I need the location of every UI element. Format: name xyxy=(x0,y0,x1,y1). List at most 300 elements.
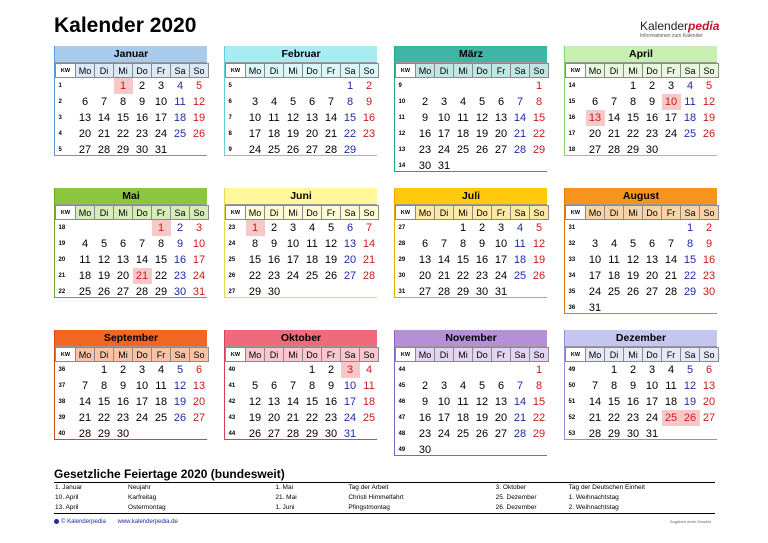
day-cell[interactable]: 21 xyxy=(362,253,376,266)
day-cell[interactable]: 24 xyxy=(437,143,451,156)
day-cell[interactable]: 2 xyxy=(478,221,486,234)
day-cell[interactable]: 14 xyxy=(78,395,92,408)
day-cell[interactable]: 1 xyxy=(686,221,694,234)
day-cell[interactable]: 21 xyxy=(588,411,602,424)
day-cell[interactable]: 10 xyxy=(248,111,262,124)
day-cell[interactable]: 31 xyxy=(154,143,168,156)
day-cell[interactable]: 12 xyxy=(192,95,206,108)
day-cell[interactable]: 9 xyxy=(478,237,486,250)
day-cell[interactable]: 21 xyxy=(286,411,300,424)
day-cell[interactable]: 10 xyxy=(286,237,300,250)
day-cell[interactable]: 15 xyxy=(626,111,640,124)
holiday-day-cell[interactable]: 1 xyxy=(114,78,133,94)
day-cell[interactable]: 26 xyxy=(286,143,300,156)
day-cell[interactable]: 8 xyxy=(157,237,165,250)
day-cell[interactable]: 7 xyxy=(289,379,297,392)
day-cell[interactable]: 25 xyxy=(683,127,697,140)
day-cell[interactable]: 25 xyxy=(173,127,187,140)
day-cell[interactable]: 5 xyxy=(289,95,297,108)
day-cell[interactable]: 16 xyxy=(173,253,187,266)
day-cell[interactable]: 6 xyxy=(195,363,203,376)
day-cell[interactable]: 15 xyxy=(248,253,262,266)
day-cell[interactable]: 21 xyxy=(324,127,338,140)
day-cell[interactable]: 19 xyxy=(532,253,546,266)
day-cell[interactable]: 7 xyxy=(138,237,146,250)
day-cell[interactable]: 29 xyxy=(116,143,130,156)
day-cell[interactable]: 10 xyxy=(343,379,357,392)
day-cell[interactable]: 14 xyxy=(607,111,621,124)
day-cell[interactable]: 8 xyxy=(535,95,543,108)
day-cell[interactable]: 21 xyxy=(97,127,111,140)
day-cell[interactable]: 19 xyxy=(248,411,262,424)
day-cell[interactable]: 28 xyxy=(324,143,338,156)
day-cell[interactable]: 14 xyxy=(135,253,149,266)
day-cell[interactable]: 7 xyxy=(440,237,448,250)
day-cell[interactable]: 17 xyxy=(343,395,357,408)
day-cell[interactable]: 29 xyxy=(532,143,546,156)
day-cell[interactable]: 26 xyxy=(532,269,546,282)
day-cell[interactable]: 16 xyxy=(116,395,130,408)
day-cell[interactable]: 17 xyxy=(645,395,659,408)
day-cell[interactable]: 3 xyxy=(497,221,505,234)
day-cell[interactable]: 27 xyxy=(588,143,602,156)
day-cell[interactable]: 9 xyxy=(421,395,429,408)
day-cell[interactable]: 4 xyxy=(667,363,675,376)
day-cell[interactable]: 16 xyxy=(626,395,640,408)
day-cell[interactable]: 3 xyxy=(195,221,203,234)
day-cell[interactable]: 18 xyxy=(267,127,281,140)
day-cell[interactable]: 24 xyxy=(286,269,300,282)
day-cell[interactable]: 13 xyxy=(78,111,92,124)
day-cell[interactable]: 12 xyxy=(475,395,489,408)
day-cell[interactable]: 20 xyxy=(343,253,357,266)
day-cell[interactable]: 17 xyxy=(664,111,678,124)
day-cell[interactable]: 27 xyxy=(78,143,92,156)
day-cell[interactable]: 30 xyxy=(116,427,130,440)
day-cell[interactable]: 12 xyxy=(248,395,262,408)
day-cell[interactable]: 17 xyxy=(437,411,451,424)
day-cell[interactable]: 24 xyxy=(135,411,149,424)
day-cell[interactable]: 28 xyxy=(135,285,149,298)
day-cell[interactable]: 1 xyxy=(308,363,316,376)
day-cell[interactable]: 5 xyxy=(629,237,637,250)
day-cell[interactable]: 12 xyxy=(286,111,300,124)
day-cell[interactable]: 19 xyxy=(173,395,187,408)
day-cell[interactable]: 26 xyxy=(248,427,262,440)
day-cell[interactable]: 21 xyxy=(513,411,527,424)
day-cell[interactable]: 13 xyxy=(702,379,716,392)
day-cell[interactable]: 16 xyxy=(418,127,432,140)
day-cell[interactable]: 29 xyxy=(532,427,546,440)
day-cell[interactable]: 20 xyxy=(494,127,508,140)
day-cell[interactable]: 22 xyxy=(532,411,546,424)
day-cell[interactable]: 31 xyxy=(343,427,357,440)
day-cell[interactable]: 30 xyxy=(324,427,338,440)
day-cell[interactable]: 27 xyxy=(702,411,716,424)
day-cell[interactable]: 22 xyxy=(97,411,111,424)
day-cell[interactable]: 14 xyxy=(588,395,602,408)
day-cell[interactable]: 8 xyxy=(100,379,108,392)
day-cell[interactable]: 4 xyxy=(157,363,165,376)
day-cell[interactable]: 3 xyxy=(648,363,656,376)
day-cell[interactable]: 12 xyxy=(532,237,546,250)
holiday-day-cell[interactable]: 26 xyxy=(681,410,700,426)
day-cell[interactable]: 24 xyxy=(494,269,508,282)
day-cell[interactable]: 29 xyxy=(683,285,697,298)
day-cell[interactable]: 23 xyxy=(702,269,716,282)
day-cell[interactable]: 29 xyxy=(154,285,168,298)
day-cell[interactable]: 3 xyxy=(138,363,146,376)
day-cell[interactable]: 28 xyxy=(286,427,300,440)
day-cell[interactable]: 5 xyxy=(478,95,486,108)
day-cell[interactable]: 6 xyxy=(648,237,656,250)
day-cell[interactable]: 30 xyxy=(702,285,716,298)
day-cell[interactable]: 20 xyxy=(116,269,130,282)
day-cell[interactable]: 3 xyxy=(667,79,675,92)
day-cell[interactable]: 9 xyxy=(270,237,278,250)
day-cell[interactable]: 18 xyxy=(78,269,92,282)
day-cell[interactable]: 27 xyxy=(267,427,281,440)
day-cell[interactable]: 7 xyxy=(100,95,108,108)
day-cell[interactable]: 17 xyxy=(248,127,262,140)
day-cell[interactable]: 10 xyxy=(437,111,451,124)
day-cell[interactable]: 30 xyxy=(135,143,149,156)
day-cell[interactable]: 11 xyxy=(684,95,696,108)
day-cell[interactable]: 26 xyxy=(626,285,640,298)
day-cell[interactable]: 12 xyxy=(626,253,640,266)
day-cell[interactable]: 28 xyxy=(664,285,678,298)
day-cell[interactable]: 4 xyxy=(365,363,373,376)
day-cell[interactable]: 27 xyxy=(418,285,432,298)
day-cell[interactable]: 11 xyxy=(457,111,469,124)
day-cell[interactable]: 19 xyxy=(97,269,111,282)
day-cell[interactable]: 29 xyxy=(305,427,319,440)
day-cell[interactable]: 12 xyxy=(475,111,489,124)
day-cell[interactable]: 22 xyxy=(116,127,130,140)
day-cell[interactable]: 5 xyxy=(327,221,335,234)
day-cell[interactable]: 13 xyxy=(192,379,206,392)
day-cell[interactable]: 21 xyxy=(437,269,451,282)
day-cell[interactable]: 14 xyxy=(513,395,527,408)
day-cell[interactable]: 19 xyxy=(683,395,697,408)
day-cell[interactable]: 16 xyxy=(324,395,338,408)
day-cell[interactable]: 31 xyxy=(192,285,206,298)
day-cell[interactable]: 25 xyxy=(154,411,168,424)
day-cell[interactable]: 18 xyxy=(305,253,319,266)
day-cell[interactable]: 15 xyxy=(607,395,621,408)
day-cell[interactable]: 24 xyxy=(588,285,602,298)
day-cell[interactable]: 23 xyxy=(645,127,659,140)
day-cell[interactable]: 17 xyxy=(192,253,206,266)
day-cell[interactable]: 23 xyxy=(116,411,130,424)
day-cell[interactable]: 12 xyxy=(173,379,187,392)
day-cell[interactable]: 27 xyxy=(645,285,659,298)
day-cell[interactable]: 6 xyxy=(421,237,429,250)
day-cell[interactable]: 6 xyxy=(591,95,599,108)
day-cell[interactable]: 11 xyxy=(268,111,280,124)
day-cell[interactable]: 15 xyxy=(532,395,546,408)
day-cell[interactable]: 14 xyxy=(97,111,111,124)
day-cell[interactable]: 9 xyxy=(365,95,373,108)
day-cell[interactable]: 26 xyxy=(192,127,206,140)
day-cell[interactable]: 30 xyxy=(418,443,432,456)
day-cell[interactable]: 14 xyxy=(324,111,338,124)
day-cell[interactable]: 9 xyxy=(176,237,184,250)
day-cell[interactable]: 15 xyxy=(683,253,697,266)
day-cell[interactable]: 22 xyxy=(305,411,319,424)
day-cell[interactable]: 2 xyxy=(629,363,637,376)
day-cell[interactable]: 23 xyxy=(626,411,640,424)
day-cell[interactable]: 29 xyxy=(607,427,621,440)
day-cell[interactable]: 21 xyxy=(664,269,678,282)
day-cell[interactable]: 28 xyxy=(362,269,376,282)
day-cell[interactable]: 30 xyxy=(418,159,432,172)
day-cell[interactable]: 22 xyxy=(532,127,546,140)
day-cell[interactable]: 6 xyxy=(346,221,354,234)
day-cell[interactable]: 27 xyxy=(305,143,319,156)
day-cell[interactable]: 24 xyxy=(437,427,451,440)
day-cell[interactable]: 13 xyxy=(305,111,319,124)
day-cell[interactable]: 4 xyxy=(516,221,524,234)
day-cell[interactable]: 31 xyxy=(588,301,602,314)
day-cell[interactable]: 22 xyxy=(607,411,621,424)
day-cell[interactable]: 27 xyxy=(494,427,508,440)
day-cell[interactable]: 23 xyxy=(173,269,187,282)
day-cell[interactable]: 28 xyxy=(588,427,602,440)
day-cell[interactable]: 25 xyxy=(513,269,527,282)
day-cell[interactable]: 17 xyxy=(154,111,168,124)
day-cell[interactable]: 28 xyxy=(607,143,621,156)
day-cell[interactable]: 7 xyxy=(365,221,373,234)
day-cell[interactable]: 11 xyxy=(608,253,620,266)
day-cell[interactable]: 10 xyxy=(588,253,602,266)
day-cell[interactable]: 17 xyxy=(286,253,300,266)
day-cell[interactable]: 5 xyxy=(535,221,543,234)
day-cell[interactable]: 10 xyxy=(437,395,451,408)
day-cell[interactable]: 6 xyxy=(81,95,89,108)
day-cell[interactable]: 15 xyxy=(154,253,168,266)
day-cell[interactable]: 19 xyxy=(475,127,489,140)
day-cell[interactable]: 15 xyxy=(116,111,130,124)
day-cell[interactable]: 18 xyxy=(362,395,376,408)
day-cell[interactable]: 9 xyxy=(327,379,335,392)
day-cell[interactable]: 10 xyxy=(494,237,508,250)
day-cell[interactable]: 7 xyxy=(516,379,524,392)
day-cell[interactable]: 23 xyxy=(418,143,432,156)
day-cell[interactable]: 18 xyxy=(173,111,187,124)
holiday-day-cell[interactable]: 10 xyxy=(662,94,681,110)
day-cell[interactable]: 10 xyxy=(135,379,149,392)
day-cell[interactable]: 10 xyxy=(645,379,659,392)
day-cell[interactable]: 28 xyxy=(437,285,451,298)
day-cell[interactable]: 3 xyxy=(591,237,599,250)
day-cell[interactable]: 17 xyxy=(437,127,451,140)
day-cell[interactable]: 19 xyxy=(702,111,716,124)
day-cell[interactable]: 7 xyxy=(667,237,675,250)
day-cell[interactable]: 20 xyxy=(702,395,716,408)
day-cell[interactable]: 5 xyxy=(251,379,259,392)
holiday-day-cell[interactable]: 1 xyxy=(152,220,171,236)
day-cell[interactable]: 22 xyxy=(343,127,357,140)
day-cell[interactable]: 13 xyxy=(267,395,281,408)
footer-url[interactable]: www.kalenderpedia.de xyxy=(117,519,178,526)
day-cell[interactable]: 3 xyxy=(289,221,297,234)
day-cell[interactable]: 12 xyxy=(702,95,716,108)
day-cell[interactable]: 25 xyxy=(78,285,92,298)
day-cell[interactable]: 20 xyxy=(418,269,432,282)
day-cell[interactable]: 1 xyxy=(629,79,637,92)
day-cell[interactable]: 19 xyxy=(475,411,489,424)
day-cell[interactable]: 20 xyxy=(494,411,508,424)
day-cell[interactable]: 8 xyxy=(251,237,259,250)
day-cell[interactable]: 13 xyxy=(116,253,130,266)
day-cell[interactable]: 23 xyxy=(418,427,432,440)
day-cell[interactable]: 2 xyxy=(119,363,127,376)
day-cell[interactable]: 8 xyxy=(629,95,637,108)
day-cell[interactable]: 1 xyxy=(535,79,543,92)
day-cell[interactable]: 21 xyxy=(513,127,527,140)
holiday-day-cell[interactable]: 25 xyxy=(662,410,681,426)
day-cell[interactable]: 11 xyxy=(79,253,91,266)
day-cell[interactable]: 3 xyxy=(251,95,259,108)
day-cell[interactable]: 31 xyxy=(645,427,659,440)
day-cell[interactable]: 9 xyxy=(138,95,146,108)
day-cell[interactable]: 11 xyxy=(514,237,526,250)
day-cell[interactable]: 24 xyxy=(343,411,357,424)
day-cell[interactable]: 22 xyxy=(683,269,697,282)
day-cell[interactable]: 16 xyxy=(267,253,281,266)
day-cell[interactable]: 13 xyxy=(494,395,508,408)
day-cell[interactable]: 29 xyxy=(343,143,357,156)
day-cell[interactable]: 25 xyxy=(305,269,319,282)
day-cell[interactable]: 28 xyxy=(513,143,527,156)
day-cell[interactable]: 7 xyxy=(610,95,618,108)
day-cell[interactable]: 31 xyxy=(494,285,508,298)
day-cell[interactable]: 13 xyxy=(494,111,508,124)
day-cell[interactable]: 18 xyxy=(664,395,678,408)
day-cell[interactable]: 11 xyxy=(174,95,186,108)
day-cell[interactable]: 16 xyxy=(362,111,376,124)
day-cell[interactable]: 29 xyxy=(97,427,111,440)
day-cell[interactable]: 28 xyxy=(513,427,527,440)
day-cell[interactable]: 11 xyxy=(363,379,375,392)
day-cell[interactable]: 26 xyxy=(173,411,187,424)
day-cell[interactable]: 20 xyxy=(78,127,92,140)
day-cell[interactable]: 26 xyxy=(702,127,716,140)
day-cell[interactable]: 4 xyxy=(308,221,316,234)
day-cell[interactable]: 18 xyxy=(607,269,621,282)
day-cell[interactable]: 2 xyxy=(138,79,146,92)
day-cell[interactable]: 3 xyxy=(157,79,165,92)
day-cell[interactable]: 8 xyxy=(686,237,694,250)
day-cell[interactable]: 28 xyxy=(78,427,92,440)
day-cell[interactable]: 9 xyxy=(705,237,713,250)
day-cell[interactable]: 7 xyxy=(81,379,89,392)
day-cell[interactable]: 1 xyxy=(346,79,354,92)
day-cell[interactable]: 3 xyxy=(440,95,448,108)
day-cell[interactable]: 2 xyxy=(705,221,713,234)
day-cell[interactable]: 30 xyxy=(475,285,489,298)
day-cell[interactable]: 18 xyxy=(154,395,168,408)
day-cell[interactable]: 15 xyxy=(343,111,357,124)
day-cell[interactable]: 6 xyxy=(497,95,505,108)
day-cell[interactable]: 12 xyxy=(324,237,338,250)
day-cell[interactable]: 23 xyxy=(475,269,489,282)
holiday-day-cell[interactable]: 1 xyxy=(246,220,265,236)
day-cell[interactable]: 20 xyxy=(305,127,319,140)
day-cell[interactable]: 14 xyxy=(437,253,451,266)
day-cell[interactable]: 8 xyxy=(308,379,316,392)
holiday-day-cell[interactable]: 13 xyxy=(586,110,605,126)
day-cell[interactable]: 19 xyxy=(626,269,640,282)
day-cell[interactable]: 7 xyxy=(327,95,335,108)
day-cell[interactable]: 19 xyxy=(192,111,206,124)
day-cell[interactable]: 23 xyxy=(267,269,281,282)
day-cell[interactable]: 27 xyxy=(494,143,508,156)
day-cell[interactable]: 27 xyxy=(116,285,130,298)
day-cell[interactable]: 1 xyxy=(459,221,467,234)
day-cell[interactable]: 23 xyxy=(324,411,338,424)
day-cell[interactable]: 13 xyxy=(645,253,659,266)
day-cell[interactable]: 18 xyxy=(456,411,470,424)
day-cell[interactable]: 4 xyxy=(459,95,467,108)
day-cell[interactable]: 1 xyxy=(535,363,543,376)
day-cell[interactable]: 25 xyxy=(456,427,470,440)
day-cell[interactable]: 26 xyxy=(97,285,111,298)
day-cell[interactable]: 30 xyxy=(626,427,640,440)
day-cell[interactable]: 5 xyxy=(705,79,713,92)
day-cell[interactable]: 14 xyxy=(286,395,300,408)
day-cell[interactable]: 15 xyxy=(532,111,546,124)
day-cell[interactable]: 15 xyxy=(305,395,319,408)
day-cell[interactable]: 17 xyxy=(135,395,149,408)
day-cell[interactable]: 4 xyxy=(459,379,467,392)
day-cell[interactable]: 8 xyxy=(459,237,467,250)
day-cell[interactable]: 18 xyxy=(683,111,697,124)
day-cell[interactable]: 26 xyxy=(475,143,489,156)
day-cell[interactable]: 7 xyxy=(516,95,524,108)
day-cell[interactable]: 24 xyxy=(154,127,168,140)
day-cell[interactable]: 29 xyxy=(248,285,262,298)
day-cell[interactable]: 25 xyxy=(607,285,621,298)
day-cell[interactable]: 2 xyxy=(421,379,429,392)
day-cell[interactable]: 26 xyxy=(475,427,489,440)
day-cell[interactable]: 6 xyxy=(705,363,713,376)
day-cell[interactable]: 16 xyxy=(418,411,432,424)
day-cell[interactable]: 1 xyxy=(100,363,108,376)
day-cell[interactable]: 26 xyxy=(324,269,338,282)
day-cell[interactable]: 25 xyxy=(267,143,281,156)
day-cell[interactable]: 28 xyxy=(97,143,111,156)
day-cell[interactable]: 23 xyxy=(135,127,149,140)
day-cell[interactable]: 5 xyxy=(195,79,203,92)
day-cell[interactable]: 10 xyxy=(192,237,206,250)
day-cell[interactable]: 20 xyxy=(192,395,206,408)
day-cell[interactable]: 18 xyxy=(456,127,470,140)
day-cell[interactable]: 14 xyxy=(362,237,376,250)
day-cell[interactable]: 17 xyxy=(588,269,602,282)
day-cell[interactable]: 24 xyxy=(192,269,206,282)
day-cell[interactable]: 8 xyxy=(535,379,543,392)
day-cell[interactable]: 30 xyxy=(267,285,281,298)
day-cell[interactable]: 4 xyxy=(81,237,89,250)
day-cell[interactable]: 2 xyxy=(176,221,184,234)
day-cell[interactable]: 11 xyxy=(457,395,469,408)
day-cell[interactable]: 2 xyxy=(421,95,429,108)
day-cell[interactable]: 7 xyxy=(591,379,599,392)
day-cell[interactable]: 19 xyxy=(324,253,338,266)
day-cell[interactable]: 16 xyxy=(702,253,716,266)
